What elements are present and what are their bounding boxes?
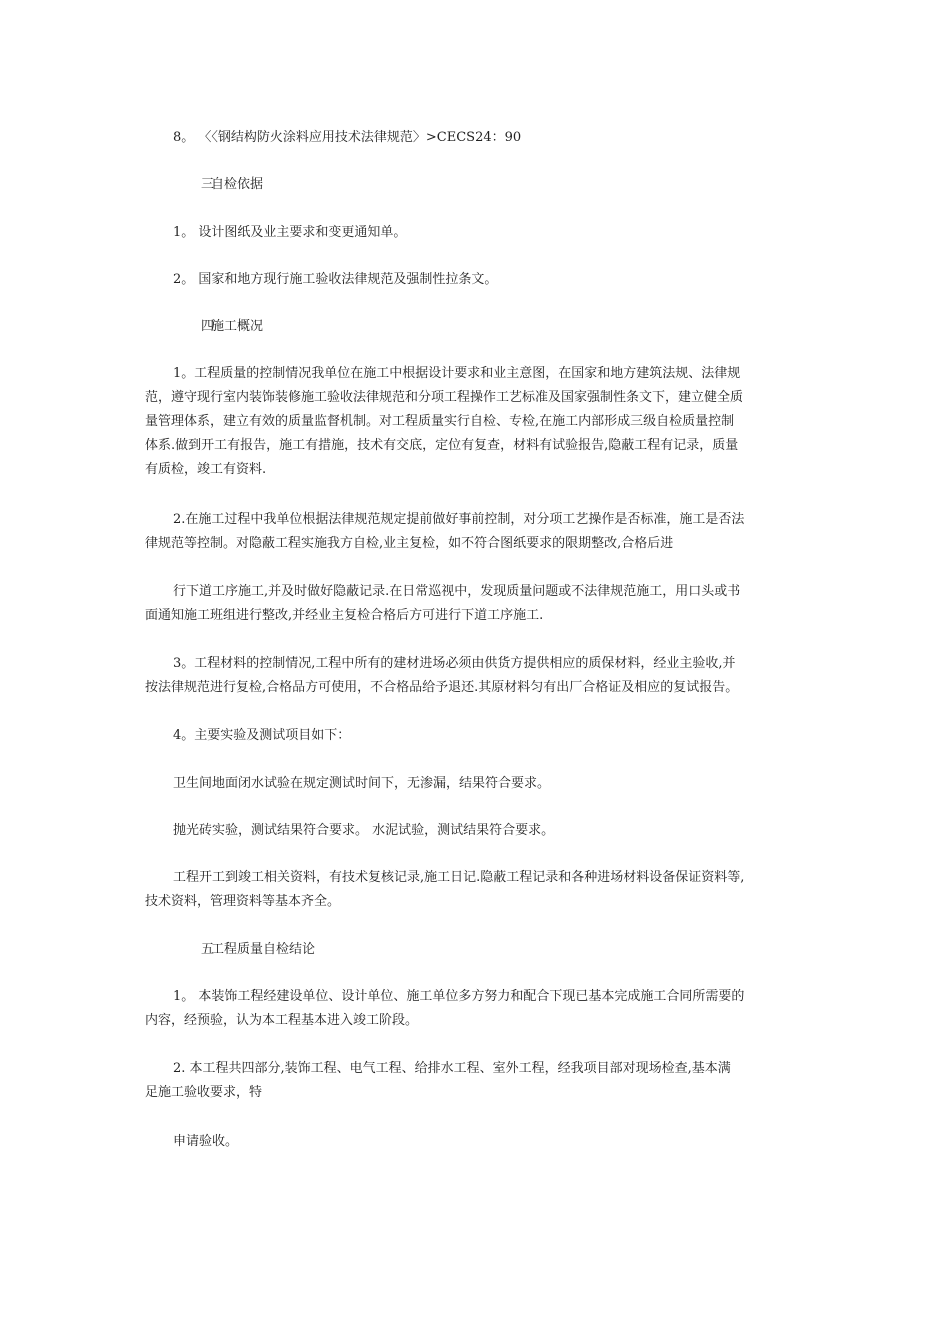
paragraph-line: 有质检，竣工有资料. [145,462,267,477]
paragraph-line: 内容，经预验，认为本工程基本进入竣工阶段。 [145,1013,419,1028]
section-3-item-2-text: 2。 国家和地方现行施工验收法律规范及强制性拉条文。 [173,272,498,287]
paragraph-line: 范，遵守现行室内装饰装修施工验收法律规范和分项工程操作工艺标准及国家强制性条文下，建立健全质 [145,390,744,405]
paragraph-line: 1。 本装饰工程经建设单位、设计单位、施工单位多方努力和配合下现已基本完成施工合同所需要的 [173,989,745,1004]
paragraph-line: 2.在施工过程中我单位根据法律规范规定提前做好事前控制，对分项工艺操作是否标准，施工是否法 [173,512,745,527]
paragraph-line: 足施工验收要求，特 [145,1085,263,1100]
paragraph-line: 行下道工序施工,并及时做好隐蔽记录.在日常巡视中，发现质量问题或不法律规范施工，用口头或书 [173,584,741,599]
section-3-item-1-text: 1。 设计图纸及业主要求和变更通知单。 [173,225,407,240]
section-4-paragraph-3 [145,652,810,700]
section-4-paragraph-4 [145,724,810,748]
paragraph-line: 面通知施工班组进行整改,并经业主复检合格后方可进行下道工序施工. [145,608,544,623]
section-4-paragraph-1 [145,362,810,482]
reference-item-8 [145,126,810,150]
records-paragraph [145,866,810,914]
reference-item-8-text: 8。 〈〈钢结构防火涂料应用技术法律规范〉>CECS24：90 [173,130,522,145]
paragraph-line: 工程开工到竣工相关资料，有技术复核记录,施工日记.隐蔽工程记录和各种进场材料设备保证资料等, [173,870,745,885]
paragraph-line: 申请验收。 [173,1134,239,1149]
section-3-item-2 [145,268,810,292]
section-3-item-1 [145,221,810,245]
section-5-title: 工程质量自检结论 [211,942,316,957]
paragraph-line: 量管理体系，建立有效的质量监督机制。对工程质量实行自检、专检,在施工内部形成三级自检质量控制 [145,414,735,429]
paragraph-line: 按法律规范进行复检,合格品方可使用，不合格品给予退还.其原材料匀有出厂合格证及相应的复试报告。 [145,680,739,695]
paragraph-line: 3。工程材料的控制情况,工程中所有的建材进场必须由供货方提供相应的质保材料，经业主验收,并 [173,656,736,671]
paragraph-line: 卫生间地面闭水试验在规定测试时间下，无渗漏，结果符合要求。 [173,776,551,791]
section-3-number: 三 [201,177,215,192]
section-5-paragraph-1 [145,985,810,1033]
section-4-title: 施工概况 [211,319,264,334]
section-5-paragraph-2 [145,1057,810,1105]
paragraph-line: 2. 本工程共四部分,装饰工程、电气工程、给排水工程、室外工程，经我项目部对现场检查,基本满 [173,1061,731,1076]
closing-line [145,1130,810,1154]
test-item-2 [145,819,810,843]
section-5-heading [145,938,810,962]
section-4-paragraph-2-continued [145,580,810,628]
paragraph-line: 体系.做到开工有报告，施工有措施，技术有交底，定位有复查，材料有试验报告,隐蔽工程有记录，质量 [145,438,739,453]
section-4-paragraph-2 [145,508,810,556]
paragraph-line: 抛光砖实验，测试结果符合要求。 水泥试验，测试结果符合要求。 [173,823,555,838]
paragraph-line: 4。主要实验及测试项目如下： [173,728,351,743]
section-4-heading [145,315,810,339]
section-4-number: 四 [201,319,215,334]
section-3-heading [145,173,810,197]
section-3-title: 自检依据 [211,177,264,192]
paragraph-line: 1。工程质量的控制情况我单位在施工中根据设计要求和业主意图，在国家和地方建筑法规、法律规 [173,366,741,381]
test-item-1 [145,772,810,796]
paragraph-line: 律规范等控制。对隐蔽工程实施我方自检,业主复检，如不符合图纸要求的限期整改,合格后进 [145,536,674,551]
paragraph-line: 技术资料，管理资料等基本齐全。 [145,894,341,909]
section-5-number: 五 [201,942,215,957]
